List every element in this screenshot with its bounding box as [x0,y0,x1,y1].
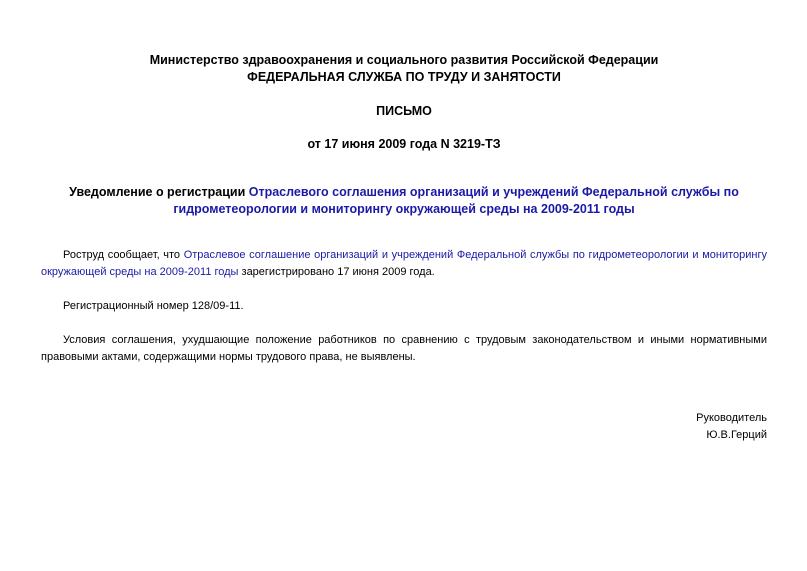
document [41,0,767,444]
paragraph-1-suffix: зарегистрировано 17 июня 2009 года. [238,266,435,278]
signature-name: Ю.В.Герций [706,429,767,441]
title-prefix: Уведомление о регистрации [69,185,249,199]
ministry-heading: Министерство здравоохранения и социального развития Российской Федерации [149,53,659,67]
signature-position: Руководитель [696,412,767,424]
document-title [41,184,767,218]
paragraph-registration-number: Регистрационный номер 128/09-11. [63,300,244,312]
title-agreement-link[interactable]: Отраслевого соглашения организаций и учреждений Федеральной службы по гидрометеорологии и мониторингу окружающей среды на 2009-2011 годы [173,185,739,216]
document-type: ПИСЬМО [376,104,432,118]
paragraph-registration [41,247,767,281]
document-date: от 17 июня 2009 года N 3219-ТЗ [307,137,501,151]
paragraph-1-prefix: Роструд сообщает, что [63,249,184,261]
paragraph-conditions: Условия соглашения, ухудшающие положение работников по сравнению с трудовым законодательством и иными нормативными правовыми актами, содержащими нормы трудового права, не выявлены. [41,334,767,363]
service-heading: ФЕДЕРАЛЬНАЯ СЛУЖБА ПО ТРУДУ И ЗАНЯТОСТИ [247,70,561,84]
agreement-link[interactable]: Отраслевое соглашение организаций и учреждений Федеральной службы по гидрометеорологии и мониторингу окружающей среды на 2009-2011 годы [41,249,767,278]
